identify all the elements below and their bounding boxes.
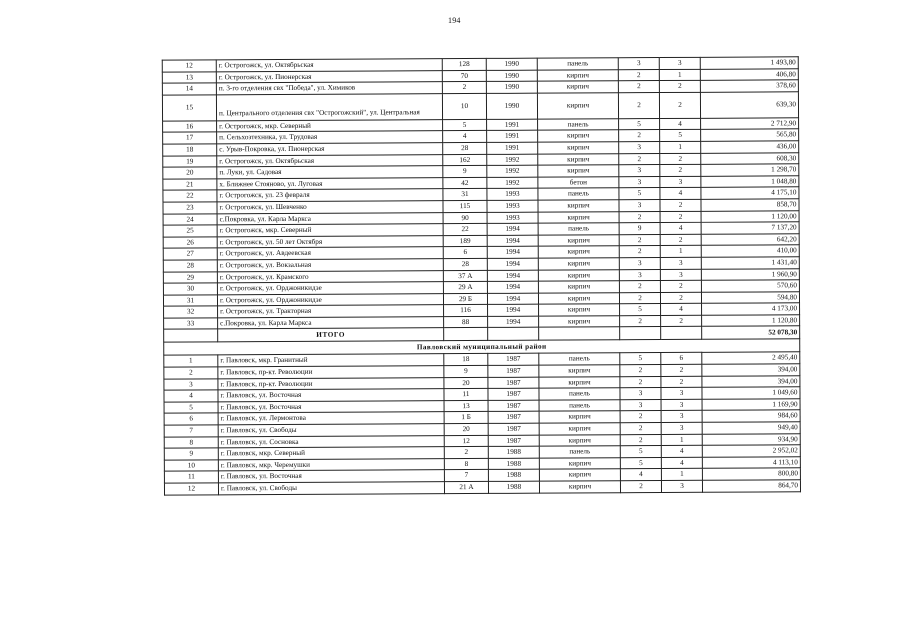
entrances-cell: 2: [660, 292, 701, 304]
entrances-cell: 2: [660, 211, 701, 223]
house-number-cell: 189: [443, 235, 487, 247]
house-number-cell: 10: [442, 93, 486, 119]
year-cell: 1994: [487, 223, 538, 235]
floors-cell: 2: [620, 423, 661, 435]
total-empty-cell: [539, 327, 620, 340]
amount-cell: 565,80: [701, 129, 799, 141]
total-empty-cell: [488, 328, 539, 341]
address-cell: с.Покровка, ул. Карла Маркса: [218, 317, 444, 330]
row-number: 12: [162, 60, 216, 72]
address-cell: г. Острогожск, ул. 50 лет Октября: [217, 235, 443, 248]
material-cell: кирпич: [538, 258, 619, 270]
row-number: 14: [162, 83, 216, 95]
house-number-cell: 2: [444, 447, 488, 459]
year-cell: 1994: [487, 258, 538, 270]
amount-cell: 394,00: [702, 375, 800, 387]
address-cell: г. Острогожск, ул. Октябрьская: [216, 59, 442, 72]
material-cell: панель: [539, 353, 620, 365]
table-body-block-1: [162, 57, 799, 330]
material-cell: кирпич: [537, 69, 618, 81]
entrances-cell: 2: [659, 92, 700, 118]
year-cell: 1994: [488, 316, 539, 328]
house-number-cell: 115: [443, 200, 487, 212]
material-cell: панель: [538, 188, 619, 200]
row-number: 23: [163, 202, 217, 214]
address-cell: х. Ближнее Стояново, ул. Луговая: [217, 177, 443, 190]
entrances-cell: 2: [659, 81, 700, 93]
amount-cell: 934,90: [702, 433, 800, 445]
floors-cell: 3: [619, 141, 660, 153]
entrances-cell: 1: [659, 69, 700, 81]
entrances-cell: 4: [661, 446, 702, 458]
floors-cell: 5: [620, 353, 661, 365]
entrances-cell: 4: [660, 222, 701, 234]
entrances-cell: 3: [660, 257, 701, 269]
year-cell: 1988: [488, 481, 539, 493]
floors-cell: 3: [620, 399, 661, 411]
year-cell: 1987: [488, 388, 539, 400]
house-number-cell: 5: [443, 119, 487, 131]
row-number: 20: [163, 167, 217, 179]
house-number-cell: 8: [444, 458, 488, 470]
amount-cell: 2 495,40: [702, 352, 800, 364]
entrances-cell: 1: [661, 469, 702, 481]
material-cell: кирпич: [539, 434, 620, 446]
entrances-cell: 2: [661, 376, 702, 388]
house-number-cell: 6: [443, 247, 487, 259]
amount-cell: 800,80: [702, 468, 800, 480]
house-number-cell: 9: [443, 166, 487, 178]
year-cell: 1993: [487, 189, 538, 201]
row-number: 11: [164, 471, 218, 483]
address-cell: г. Острогожск, ул. Орджоникидзе: [217, 282, 443, 295]
floors-cell: 5: [619, 188, 660, 200]
amount-cell: 949,40: [702, 422, 800, 434]
row-number: 6: [164, 413, 218, 425]
amount-cell: 1 298,70: [701, 164, 799, 176]
row-number: 26: [163, 237, 217, 249]
amount-cell: 570,60: [701, 280, 799, 292]
year-cell: 1990: [486, 81, 537, 93]
address-cell: г. Павловск, ул. Свободы: [218, 482, 444, 495]
address-cell: г. Острогожск, ул. Вокзальная: [217, 259, 443, 272]
year-cell: 1988: [488, 446, 539, 458]
entrances-cell: 2: [660, 199, 701, 211]
floors-cell: 3: [619, 257, 660, 269]
table-row: [162, 92, 798, 121]
address-cell: г. Острогожск, ул. Авдеевская: [217, 247, 443, 260]
section-title: Павловский муниципальный район: [164, 339, 800, 355]
amount-cell: 642,20: [701, 234, 799, 246]
table-body-block-2: [164, 352, 801, 494]
entrances-cell: 3: [661, 422, 702, 434]
year-cell: 1988: [488, 470, 539, 482]
row-number: 3: [164, 379, 218, 391]
floors-cell: 2: [620, 376, 661, 388]
year-cell: 1988: [488, 458, 539, 470]
row-number: 9: [164, 448, 218, 460]
material-cell: панель: [539, 388, 620, 400]
amount-cell: 1 048,80: [701, 176, 799, 188]
amount-cell: 7 137,20: [701, 222, 799, 234]
row-number: 5: [164, 402, 218, 414]
entrances-cell: 1: [661, 434, 702, 446]
entrances-cell: 1: [660, 246, 701, 258]
amount-cell: 608,30: [701, 152, 799, 164]
address-cell: г. Острогожск, ул. Орджоникидзе: [217, 293, 443, 306]
amount-cell: 410,00: [701, 245, 799, 257]
floors-cell: 2: [620, 434, 661, 446]
house-number-cell: 128: [442, 58, 486, 70]
year-cell: 1992: [487, 177, 538, 189]
house-number-cell: 22: [443, 224, 487, 236]
amount-cell: 394,00: [702, 364, 800, 376]
house-number-cell: 2: [442, 82, 486, 94]
material-cell: кирпич: [539, 411, 620, 423]
material-cell: панель: [537, 58, 618, 70]
house-number-cell: 42: [443, 177, 487, 189]
address-cell: п. 3-го отделения свх "Победа", ул. Химиков: [216, 82, 442, 95]
row-number: 2: [164, 367, 218, 379]
amount-cell: 4 173,00: [702, 303, 800, 315]
total-sum: 52 078,30: [702, 326, 800, 340]
year-cell: 1994: [487, 235, 538, 247]
material-cell: кирпич: [538, 165, 619, 177]
row-number: 22: [163, 190, 217, 202]
year-cell: 1987: [488, 354, 539, 366]
amount-cell: 436,00: [701, 141, 799, 153]
house-number-cell: 116: [444, 305, 488, 317]
house-number-cell: 70: [442, 70, 486, 82]
floors-cell: 4: [620, 469, 661, 481]
entrances-cell: 4: [661, 457, 702, 469]
house-number-cell: 29 Б: [443, 293, 487, 305]
entrances-cell: 3: [660, 176, 701, 188]
house-number-cell: 7: [444, 470, 488, 482]
floors-cell: 3: [619, 176, 660, 188]
floors-cell: 2: [619, 246, 660, 258]
floors-cell: 2: [619, 153, 660, 165]
floors-cell: 5: [620, 457, 661, 469]
address-cell: г. Острогожск, мкр. Северный: [217, 224, 443, 237]
amount-cell: 4 175,10: [701, 187, 799, 199]
year-cell: 1994: [488, 304, 539, 316]
house-number-cell: 29 А: [443, 282, 487, 294]
floors-cell: 2: [618, 69, 659, 81]
amount-cell: 1 120,00: [701, 210, 799, 222]
floors-cell: 2: [620, 365, 661, 377]
amount-cell: 2 952,02: [702, 445, 800, 457]
house-number-cell: 12: [444, 435, 488, 447]
year-cell: 1987: [488, 365, 539, 377]
entrances-cell: 3: [659, 57, 700, 69]
material-cell: кирпич: [538, 269, 619, 281]
total-num-cell: [164, 329, 218, 342]
address-cell: г. Острогожск, ул. Крамского: [217, 270, 443, 283]
address-cell: п. Луки, ул. Садовая: [217, 166, 443, 179]
amount-cell: 594,80: [701, 291, 799, 303]
row-number: 10: [164, 460, 218, 472]
house-number-cell: 28: [443, 258, 487, 270]
row-number: 1: [164, 355, 218, 367]
floors-cell: 2: [618, 81, 659, 93]
material-cell: кирпич: [538, 246, 619, 258]
address-cell: с.Покровка, ул. Карла Маркса: [217, 212, 443, 225]
amount-cell: 406,80: [700, 68, 798, 80]
year-cell: 1993: [487, 212, 538, 224]
address-cell: г. Павловск, ул. Свободы: [218, 424, 444, 437]
address-cell: г. Острогожск, ул. 23 февраля: [217, 189, 443, 202]
year-cell: 1992: [487, 154, 538, 166]
entrances-cell: 3: [661, 399, 702, 411]
house-number-cell: 18: [444, 354, 488, 366]
total-empty-cell: [620, 327, 661, 340]
year-cell: 1990: [486, 70, 537, 82]
house-number-cell: 20: [444, 423, 488, 435]
row-number: 7: [164, 425, 218, 437]
year-cell: 1991: [487, 142, 538, 154]
amount-cell: 4 113,10: [702, 457, 800, 469]
house-number-cell: 162: [443, 154, 487, 166]
entrances-cell: 3: [661, 388, 702, 400]
floors-cell: 2: [620, 411, 661, 423]
material-cell: бетон: [538, 176, 619, 188]
entrances-cell: 2: [661, 315, 702, 327]
house-number-cell: 31: [443, 189, 487, 201]
floors-cell: 2: [620, 315, 661, 327]
entrances-cell: 4: [661, 304, 702, 316]
material-cell: кирпич: [539, 458, 620, 470]
row-number: 12: [164, 483, 218, 495]
floors-cell: 5: [620, 304, 661, 316]
floors-cell: 2: [619, 292, 660, 304]
floors-cell: 2: [619, 130, 660, 142]
material-cell: кирпич: [538, 234, 619, 246]
house-number-cell: 21 А: [444, 481, 488, 493]
address-cell: г. Острогожск, ул. Октябрьская: [217, 154, 443, 167]
address-cell: г. Павловск, ул. Сосновка: [218, 435, 444, 448]
row-number: 8: [164, 436, 218, 448]
amount-cell: 378,60: [700, 80, 798, 92]
house-number-cell: 13: [444, 400, 488, 412]
entrances-cell: 2: [660, 280, 701, 292]
house-number-cell: 1 Б: [444, 412, 488, 424]
entrances-cell: 4: [660, 118, 701, 130]
material-cell: кирпич: [537, 81, 618, 93]
address-cell: г. Павловск, ул. Лермонтова: [218, 412, 444, 425]
amount-cell: 639,30: [700, 92, 798, 119]
row-number: 16: [163, 121, 217, 133]
material-cell: панель: [539, 400, 620, 412]
year-cell: 1994: [487, 293, 538, 305]
material-cell: кирпич: [539, 365, 620, 377]
row-number: 27: [163, 248, 217, 260]
year-cell: 1987: [488, 435, 539, 447]
row-number: 31: [163, 295, 217, 307]
house-number-cell: 9: [444, 365, 488, 377]
material-cell: кирпич: [539, 423, 620, 435]
row-number: 15: [162, 95, 216, 121]
material-cell: кирпич: [539, 481, 620, 493]
amount-cell: 864,70: [702, 480, 800, 492]
house-number-cell: 90: [443, 212, 487, 224]
amount-cell: 1 493,80: [700, 57, 798, 69]
material-cell: кирпич: [537, 93, 618, 119]
year-cell: 1987: [488, 412, 539, 424]
floors-cell: 3: [619, 269, 660, 281]
year-cell: 1990: [486, 93, 537, 119]
total-empty-cell: [444, 328, 488, 341]
total-label: ИТОГО: [218, 328, 444, 342]
material-cell: кирпич: [538, 153, 619, 165]
floors-cell: 5: [619, 118, 660, 130]
floors-cell: 3: [619, 165, 660, 177]
house-number-cell: 37 А: [443, 270, 487, 282]
housing-table: [162, 56, 801, 495]
address-cell: п. Центрального отделения свх "Острогожский", ул. Центральная: [216, 93, 442, 120]
entrances-cell: 5: [660, 130, 701, 142]
address-cell: с. Урыв-Покровка, ул. Пионерская: [217, 143, 443, 156]
row-number: 25: [163, 225, 217, 237]
year-cell: 1994: [487, 246, 538, 258]
amount-cell: 984,60: [702, 410, 800, 422]
entrances-cell: 2: [660, 234, 701, 246]
address-cell: г. Павловск, ул. Восточная: [218, 401, 444, 414]
entrances-cell: 2: [660, 164, 701, 176]
material-cell: кирпич: [539, 304, 620, 316]
address-cell: г. Павловск, мкр. Черемушки: [218, 458, 444, 471]
address-cell: г. Павловск, пр-кт. Революции: [218, 366, 444, 379]
amount-cell: 1 960,90: [701, 268, 799, 280]
house-number-cell: 4: [443, 131, 487, 143]
year-cell: 1987: [488, 423, 539, 435]
entrances-cell: 1: [660, 141, 701, 153]
floors-cell: 3: [619, 199, 660, 211]
row-number: 4: [164, 390, 218, 402]
material-cell: кирпич: [538, 281, 619, 293]
material-cell: панель: [538, 119, 619, 131]
entrances-cell: 4: [660, 188, 701, 200]
material-cell: кирпич: [539, 376, 620, 388]
address-cell: г. Павловск, ул. Восточная: [218, 389, 444, 402]
year-cell: 1991: [487, 131, 538, 143]
material-cell: панель: [538, 223, 619, 235]
floors-cell: 2: [619, 211, 660, 223]
floors-cell: 2: [620, 481, 661, 493]
material-cell: панель: [539, 446, 620, 458]
year-cell: 1987: [488, 400, 539, 412]
amount-cell: 1 431,40: [701, 257, 799, 269]
total-empty-cell: [661, 327, 702, 340]
entrances-cell: 3: [661, 480, 702, 492]
entrances-cell: 3: [660, 269, 701, 281]
address-cell: г. Острогожск, мкр. Северный: [217, 119, 443, 132]
row-number: 17: [163, 132, 217, 144]
address-cell: г. Острогожск, ул. Шевченко: [217, 201, 443, 214]
floors-cell: 9: [619, 223, 660, 235]
house-number-cell: 88: [444, 316, 488, 328]
year-cell: 1994: [487, 281, 538, 293]
address-cell: г. Павловск, мкр. Гранитный: [218, 354, 444, 367]
entrances-cell: 6: [661, 353, 702, 365]
house-number-cell: 28: [443, 142, 487, 154]
row-number: 33: [164, 318, 218, 330]
address-cell: г. Павловск, ул. Восточная: [218, 470, 444, 483]
address-cell: г. Павловск, пр-кт. Революции: [218, 377, 444, 390]
floors-cell: 5: [620, 446, 661, 458]
year-cell: 1993: [487, 200, 538, 212]
house-number-cell: 20: [444, 377, 488, 389]
amount-cell: 1 169,90: [702, 399, 800, 411]
material-cell: кирпич: [538, 211, 619, 223]
entrances-cell: 2: [661, 364, 702, 376]
year-cell: 1992: [487, 165, 538, 177]
material-cell: кирпич: [539, 316, 620, 328]
entrances-cell: 2: [660, 153, 701, 165]
row-number: 19: [163, 155, 217, 167]
row-number: 21: [163, 179, 217, 191]
floors-cell: 2: [619, 234, 660, 246]
address-cell: г. Острогожск, ул. Тракторная: [218, 305, 444, 318]
amount-cell: 1 120,80: [702, 315, 800, 327]
material-cell: кирпич: [538, 142, 619, 154]
entrances-cell: 3: [661, 411, 702, 423]
address-cell: г. Острогожск, ул. Пионерская: [216, 70, 442, 83]
address-cell: п. Сельхозтехника, ул. Трудовая: [217, 131, 443, 144]
material-cell: кирпич: [538, 200, 619, 212]
material-cell: кирпич: [538, 292, 619, 304]
material-cell: кирпич: [539, 469, 620, 481]
floors-cell: 2: [619, 281, 660, 293]
address-cell: г. Павловск, мкр. Северный: [218, 447, 444, 460]
row-number: 29: [163, 271, 217, 283]
page-number: 194: [448, 16, 461, 25]
row-number: 18: [163, 144, 217, 156]
floors-cell: 3: [620, 388, 661, 400]
material-cell: кирпич: [538, 130, 619, 142]
row-number: 13: [162, 71, 216, 83]
row-number: 24: [163, 213, 217, 225]
row-number: 28: [163, 260, 217, 272]
floors-cell: 2: [618, 92, 659, 118]
year-cell: 1994: [487, 270, 538, 282]
year-cell: 1991: [487, 119, 538, 131]
year-cell: 1990: [486, 58, 537, 70]
row-number: 32: [164, 306, 218, 318]
floors-cell: 3: [618, 58, 659, 70]
house-number-cell: 11: [444, 389, 488, 401]
amount-cell: 2 712,90: [701, 118, 799, 130]
amount-cell: 858,70: [701, 199, 799, 211]
table-total-block: [164, 326, 800, 355]
year-cell: 1987: [488, 377, 539, 389]
amount-cell: 1 049,60: [702, 387, 800, 399]
row-number: 30: [163, 283, 217, 295]
